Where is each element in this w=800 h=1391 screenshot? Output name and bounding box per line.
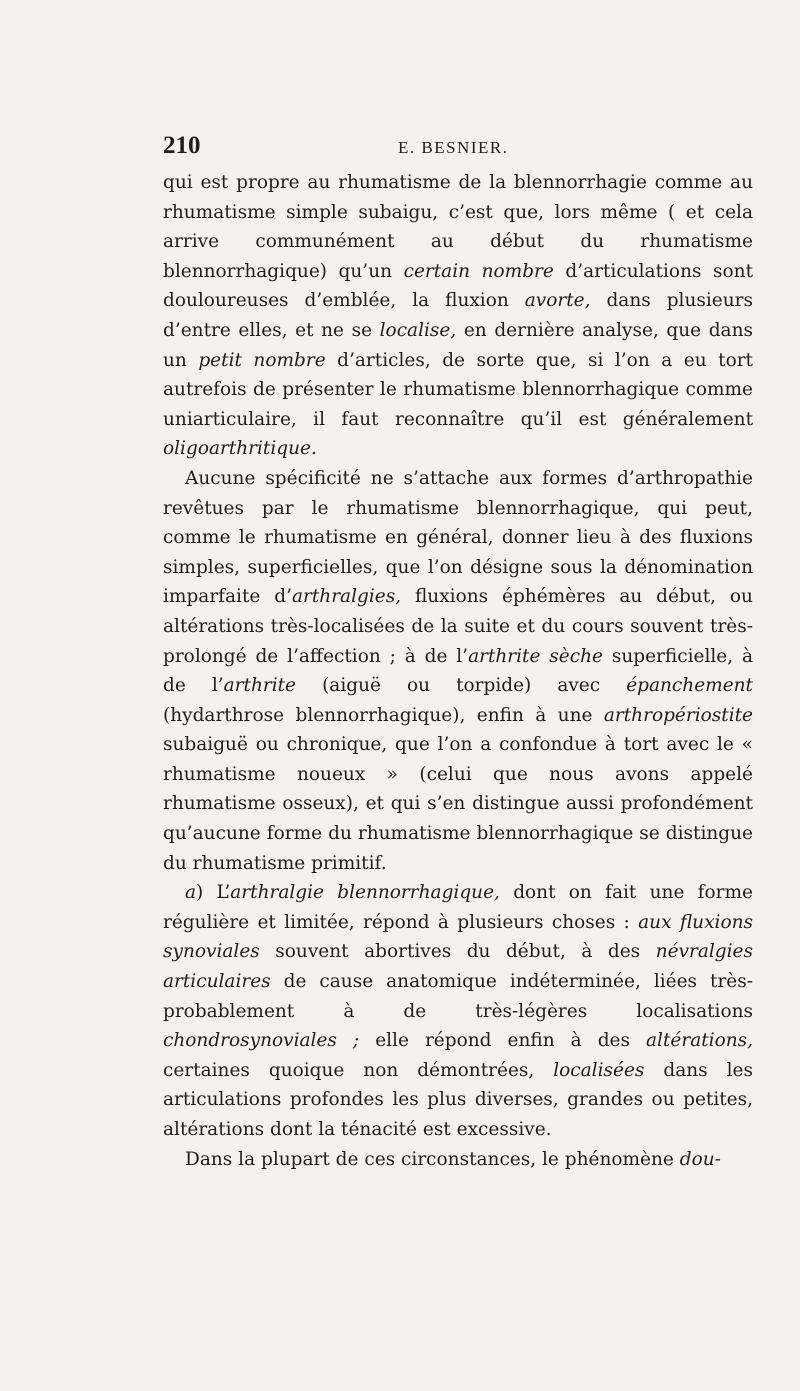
italic-run: arthrite xyxy=(223,675,297,697)
text-run: Dans la plupart de ces circonstances, le phénomène xyxy=(185,1148,680,1170)
text-run: dans les articulations profondes les plus diverses, grandes ou petites, altérations dont la ténacité est excessive. xyxy=(163,1059,753,1140)
italic-run: arthralgies, xyxy=(291,586,402,608)
text-run: fluxions éphémères au début, ou altérations très-localisées de la suite et du cours souvent très-prolongé de l’affection ; à de l’ xyxy=(163,586,753,667)
italic-run: oligoarthritique. xyxy=(163,438,317,460)
paragraph xyxy=(163,168,753,464)
paragraph xyxy=(163,878,753,1144)
italic-run: localise, xyxy=(379,319,457,341)
running-head: E. BESNIER. xyxy=(398,138,509,157)
text-run: souvent abortives du début, à des xyxy=(259,941,656,963)
italic-run: arthropériostite xyxy=(603,704,753,726)
text-run: elle répond enfin à des xyxy=(359,1030,647,1052)
text-run: Aucune spécificité ne s’attache aux formes d’arthropathie revêtues par le rhumatisme blennorrhagique, qui peut, comme le rhumatisme en général, donner lieu à des fluxions simples, superficielles, que l’on désigne sous la dénomination imparfaite d’ xyxy=(163,467,753,608)
italic-run: épanchement xyxy=(626,675,753,697)
paragraph xyxy=(163,1145,753,1175)
text-run: d’articulations sont douloureuses d’emblée, la fluxion xyxy=(163,260,754,312)
text-run: ) L’ xyxy=(196,882,231,904)
page-number: 210 xyxy=(163,132,201,159)
text-run: (aiguë ou torpide) avec xyxy=(296,675,627,697)
italic-run: certain nombre xyxy=(403,260,554,282)
italic-run: arthralgie blennorrhagique, xyxy=(230,882,500,904)
italic-run: localisées xyxy=(553,1059,645,1081)
italic-run: avorte, xyxy=(524,290,591,312)
text-run: dont on fait une forme régulière et limitée, répond à plusieurs choses : xyxy=(163,882,753,933)
text-run: certaines quoique non démontrées, xyxy=(163,1059,554,1081)
text-run: (hydarthrose blennorrhagique), enfin à une xyxy=(163,704,604,726)
italic-run: a xyxy=(185,882,197,904)
italic-run: altérations, xyxy=(646,1030,753,1052)
text-run: qui est propre au rhumatisme de la blennorrhagie comme au rhumatisme simple subaigu, c’est que, lors même ( et cela arrive communément au début du rhumatisme blennorrhagique) qu’un xyxy=(163,172,753,282)
text-run: de cause anatomique indéterminée, liées très-probablement à de très-légères localisations xyxy=(163,971,753,1022)
italic-run: petit nombre xyxy=(198,349,326,371)
body-text xyxy=(163,168,753,1174)
italic-run: dou- xyxy=(679,1148,721,1170)
text-run: dans plusieurs d’entre elles, et ne se xyxy=(163,290,753,341)
text-run: superficielle, à de l’ xyxy=(163,645,754,697)
italic-run: arthrite sèche xyxy=(468,645,603,667)
paragraph xyxy=(163,464,753,878)
text-run: en dernière analyse, que dans un xyxy=(163,319,753,371)
italic-run: chondrosynoviales ; xyxy=(163,1030,360,1052)
text-run: subaiguë ou chronique, que l’on a confondue à tort avec le « rhumatisme noueux » (celui que nous avons appelé rhumatisme osseux), et qui s’en distingue aussi profondément qu’aucune forme du rhumatisme blennorrhagique se distingue du rhumatisme primitif. xyxy=(163,734,753,874)
page-header xyxy=(163,132,753,162)
italic-run: névralgies articulaires xyxy=(163,941,753,993)
italic-run: aux fluxions synoviales xyxy=(163,911,753,963)
text-run: d’articles, de sorte que, si l’on a eu tort autrefois de présenter le rhumatisme blennorrhagique comme uniarticulaire, il faut reconnaître qu’il est généralement xyxy=(163,349,753,430)
